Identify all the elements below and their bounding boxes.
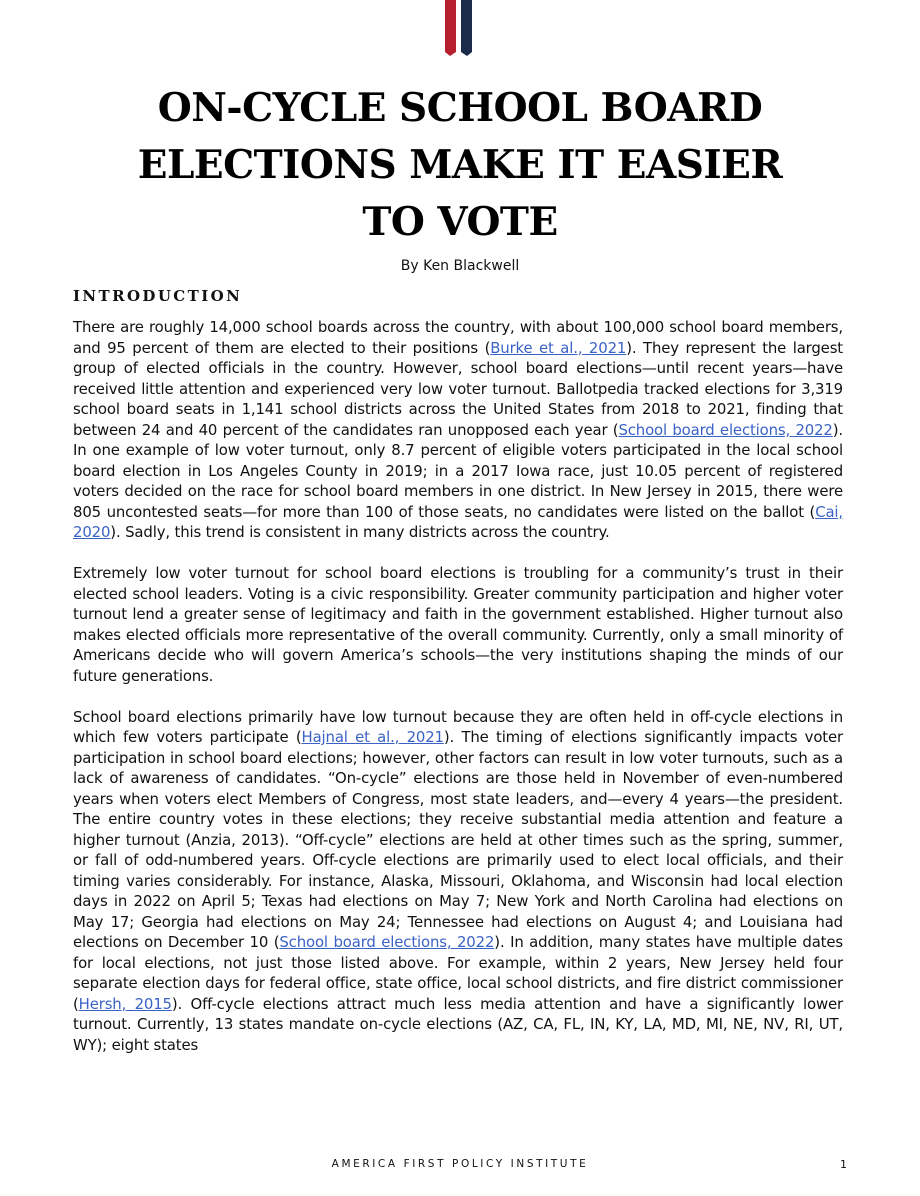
page-number: 1: [840, 1158, 847, 1171]
body-text: [73, 317, 843, 1076]
paragraph-text: ). In one example of low voter turnout, only 8.7 percent of eligible voters participated in the local school board election in Los Angeles County in 2019; in a 2017 Iowa race, just 10.05 percent of registered voters decided on the race for school board members in one district. In New Jersey in 2015, there were 805 uncontested seats—for more than 100 of those seats, no candidates were listed on the ballot (: [73, 420, 843, 521]
paragraph-text: Extremely low voter turnout for school board elections is troubling for a community’s trust in their elected school leaders. Voting is a civic responsibility. Greater community participation and higher voter turnout lend a greater sense of legitimacy and faith in the government established. Higher turnout also makes elected officials more representative of the overall community. Currently, only a small minority of Americans decide who will govern America’s schools—the very institutions shaping the minds of our future generations.: [73, 564, 843, 685]
paragraph-text: ). The timing of elections significantly impacts voter participation in school board elections; however, other factors can result in low voter turnouts, such as a lack of awareness of candidates. “On-cycle” elections are those held in November of even-numbered years when voters elect Members of Congress, most state leaders, and—every 4 years—the president. The entire country votes in these elections; they receive substantial media attention and feature a higher turnout (Anzia, 2013). “Off-cycle” elections are held at other times such as the spring, summer, or fall of odd-numbered years. Off-cycle elections are primarily used to elect local officials, and their timing varies considerably. For instance, Alaska, Missouri, Oklahoma, and Wisconsin had local election days in 2022 on April 5; Texas had elections on May 7; New York and North Carolina had elections on May 17; Georgia had elections on May 24; Tennessee had elections on August 4; and Louisiana had elections on December 10 (: [73, 728, 843, 951]
paragraph: [73, 563, 843, 686]
citation-link[interactable]: Burke et al., 2021: [490, 338, 627, 357]
title-line: ELECTIONS MAKE IT EASIER: [137, 142, 783, 188]
paragraph-text: ). Sadly, this trend is consistent in many districts across the country.: [110, 523, 610, 541]
document-title: [90, 80, 830, 251]
footer-org: AMERICA FIRST POLICY INSTITUTE: [331, 1158, 589, 1170]
citation-link[interactable]: Cai, 2020: [73, 502, 843, 541]
citation-link[interactable]: School board elections, 2022: [618, 420, 833, 439]
citation-link[interactable]: Hersh, 2015: [78, 994, 172, 1013]
byline: By Ken Blackwell: [400, 258, 520, 274]
paragraph-text: ). Off-cycle elections attract much less media attention and have a significantly lower turnout. Currently, 13 states mandate on-cycle elections (AZ, CA, FL, IN, KY, LA, MD, MI, NE, NV, RI, UT, WY); eight states: [73, 994, 844, 1054]
paragraph-text: There are roughly 14,000 school boards across the country, with about 100,000 school board members, and 95 percent of them are elected to their positions (: [73, 318, 843, 357]
title-line: ON-CYCLE SCHOOL BOARD: [157, 85, 763, 131]
paragraph: [73, 317, 843, 543]
citation-link[interactable]: Hajnal et al., 2021: [301, 728, 444, 746]
section-heading: INTRODUCTION: [73, 287, 243, 305]
paragraph: [73, 707, 843, 1056]
citation-link[interactable]: School board elections, 2022: [279, 933, 495, 951]
logo-stripes-icon: [445, 0, 472, 56]
title-line: TO VOTE: [362, 199, 558, 245]
logo-navy-stripe: [461, 0, 472, 56]
paragraph-text: ). They represent the largest group of elected officials in the country. However, school board elections—until recent years—have received little attention and experienced very low voter turnout. Ballotpedia tracked elections for 3,319 school board seats in 1,141 school districts across the United States from 2018 to 2021, finding that between 24 and 40 percent of the candidates ran unopposed each year (: [73, 338, 843, 439]
logo-red-stripe: [445, 0, 456, 56]
paragraph-text: ). In addition, many states have multiple dates for local elections, not just those listed above. For example, within 2 years, New Jersey held four separate election days for federal office, state office, local school districts, and fire district commissioner (: [73, 933, 843, 1013]
paragraph-text: School board elections primarily have low turnout because they are often held in off-cycle elections in which few voters participate (: [73, 707, 843, 746]
